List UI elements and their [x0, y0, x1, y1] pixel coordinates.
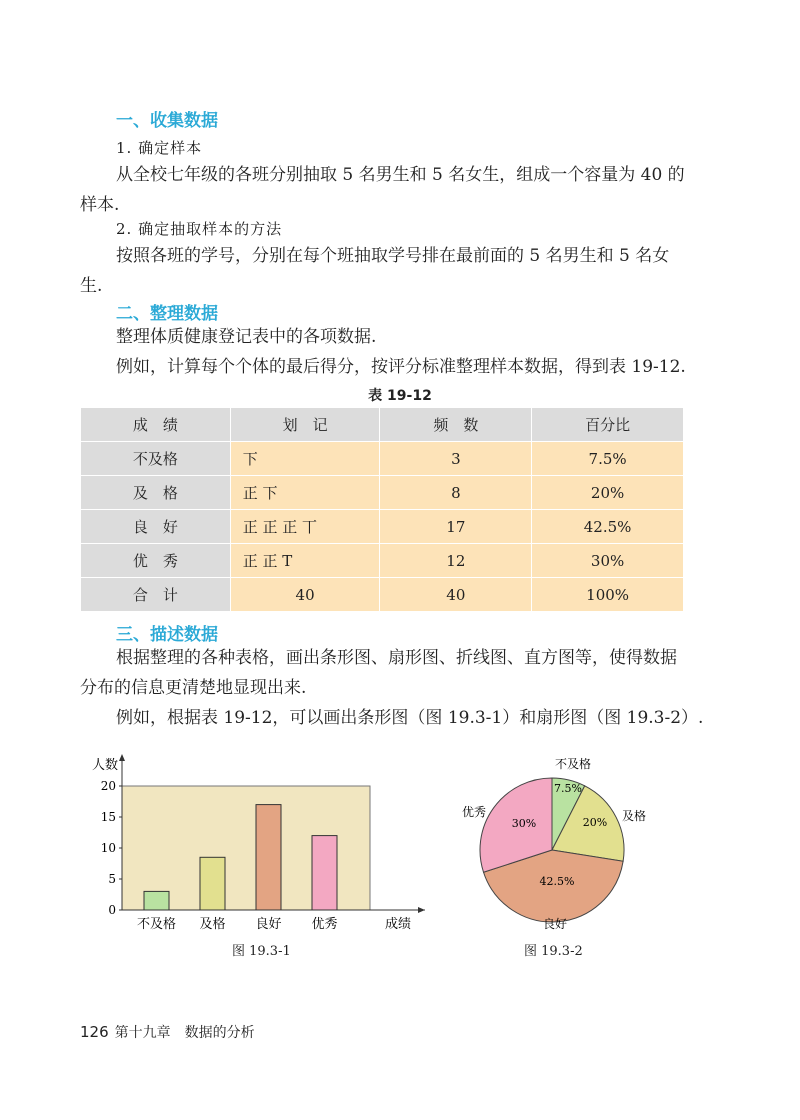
y-tick-label: 15: [100, 810, 116, 824]
row-tally: 正 正 正 丅: [230, 510, 380, 544]
section-heading-describe: 三、描述数据: [116, 625, 218, 645]
row-frequency: 12: [380, 544, 532, 578]
row-grade: 良 好: [81, 510, 231, 544]
x-tick-label: 优秀: [311, 917, 338, 932]
bar-2: [256, 805, 281, 910]
bar-chart-caption: 图 19.3-1: [232, 944, 291, 959]
row-tally: 40: [230, 578, 380, 612]
step-determine-sample: 1. 确定样本: [116, 139, 203, 157]
row-grade: 不及格: [81, 442, 231, 476]
pie-slice-value: 20%: [582, 816, 608, 829]
row-tally: 下: [230, 442, 380, 476]
page-footer: [80, 1022, 255, 1042]
bar-chart: [80, 750, 440, 955]
header-grade: 成 绩: [81, 408, 231, 442]
row-grade: 合 计: [81, 578, 231, 612]
y-tick-label: 10: [100, 841, 116, 855]
pie-slice-label: 及格: [622, 809, 647, 823]
table-caption: 表 19-12: [368, 388, 432, 404]
pie-chart: [440, 750, 670, 935]
header-tally: 划 记: [230, 408, 380, 442]
section-heading-collect: 一、收集数据: [116, 111, 218, 131]
row-percentage: 100%: [532, 578, 684, 612]
row-frequency: 17: [380, 510, 532, 544]
row-grade: 及 格: [81, 476, 231, 510]
section-heading-organize: 二、整理数据: [116, 304, 218, 324]
table-row: [81, 442, 684, 476]
row-tally: 正 下: [230, 476, 380, 510]
pie-slice-value: 30%: [511, 817, 537, 830]
row-tally: 正 正 T: [230, 544, 380, 578]
row-percentage: 42.5%: [532, 510, 684, 544]
bar-3: [312, 836, 337, 910]
grades-table: [80, 407, 684, 612]
page-number: 126: [80, 1023, 109, 1041]
x-tick-label: 良好: [255, 917, 282, 932]
header-frequency: 频 数: [380, 408, 532, 442]
y-tick-label: 5: [108, 872, 116, 886]
pie-slice-label: 优秀: [461, 805, 486, 819]
table-header-row: [81, 408, 684, 442]
y-axis-arrow: [119, 754, 125, 761]
paragraph-sample: 从全校七年级的各班分别抽取 5 名男生和 5 名女生，组成一个容量为 40 的样本.: [80, 165, 685, 215]
pie-slice-value: 7.5%: [554, 782, 582, 795]
bar-1: [200, 857, 225, 910]
y-tick-label: 0: [108, 903, 116, 917]
row-frequency: 8: [380, 476, 532, 510]
paragraph-example-table: 例如，计算每个个体的最后得分，按评分标准整理样本数据，得到表 19-12.: [116, 357, 686, 377]
table-row: [81, 544, 684, 578]
x-axis-arrow: [418, 907, 425, 913]
row-grade: 优 秀: [81, 544, 231, 578]
chapter-title: 第十九章 数据的分析: [114, 1025, 255, 1041]
paragraph-describe: 根据整理的各种表格，画出条形图、扇形图、折线图、直方图等，使得数据分布的信息更清楚地显现出来.: [80, 648, 677, 698]
row-frequency: 40: [380, 578, 532, 612]
pie-chart-caption: 图 19.3-2: [524, 944, 583, 959]
x-tick-label: 不及格: [136, 917, 177, 932]
paragraph-organize: 整理体质健康登记表中的各项数据.: [116, 327, 377, 347]
x-tick-label: 及格: [199, 917, 226, 932]
pie-slice-label: 不及格: [555, 757, 592, 771]
table-total-row: [81, 578, 684, 612]
x-axis-label: 成绩: [384, 917, 412, 932]
row-percentage: 20%: [532, 476, 684, 510]
step-sampling-method: 2. 确定抽取样本的方法: [116, 220, 283, 238]
row-frequency: 3: [380, 442, 532, 476]
row-percentage: 7.5%: [532, 442, 684, 476]
y-axis-label: 人数: [92, 758, 119, 773]
pie-slice-label: 良好: [542, 917, 568, 931]
paragraph-method: 按照各班的学号，分别在每个班抽取学号排在最前面的 5 名男生和 5 名女生.: [80, 246, 670, 296]
table-row: [81, 476, 684, 510]
pie-slice-value: 42.5%: [539, 875, 575, 888]
paragraph-example-charts: 例如，根据表 19-12，可以画出条形图（图 19.3-1）和扇形图（图 19.3-2）.: [116, 708, 704, 728]
header-percentage: 百分比: [532, 408, 684, 442]
table-row: [81, 510, 684, 544]
row-percentage: 30%: [532, 544, 684, 578]
y-tick-label: 20: [100, 779, 116, 793]
bar-0: [144, 891, 169, 910]
